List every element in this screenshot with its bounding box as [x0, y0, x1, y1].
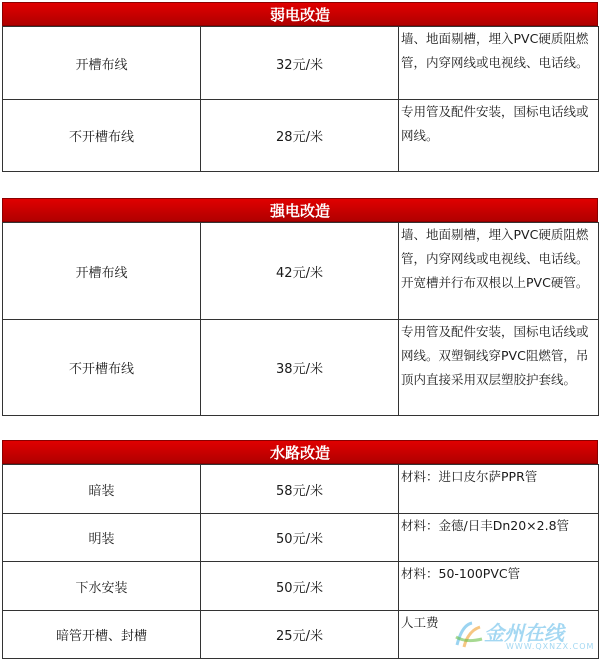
- price-cell: 50元/米: [201, 514, 399, 562]
- table-row: [3, 562, 599, 611]
- desc-cell: 墙、地面剔槽，埋入PVC硬质阻燃管，内穿网线或电视线、电话线。开宽槽并行布双根以上PVC硬管。: [399, 223, 599, 320]
- price-table: [2, 26, 599, 172]
- price-table: [2, 222, 599, 416]
- item-cell: 明装: [3, 514, 201, 562]
- item-cell: 不开槽布线: [3, 320, 201, 416]
- price-cell: 38元/米: [201, 320, 399, 416]
- item-cell: 不开槽布线: [3, 100, 201, 172]
- watermark-url: WWW.QXNZX.COM: [506, 642, 595, 651]
- price-cell: 25元/米: [201, 611, 399, 659]
- section-title: 弱电改造: [2, 2, 598, 26]
- table-row: [3, 514, 599, 562]
- section-weak-current: [2, 2, 598, 172]
- table-row: [3, 223, 599, 320]
- watermark: [444, 615, 594, 655]
- section-title: 强电改造: [2, 198, 598, 222]
- price-cell: 42元/米: [201, 223, 399, 320]
- price-cell: 32元/米: [201, 27, 399, 100]
- table-row: [3, 320, 599, 416]
- watermark-text: 金州在线: [484, 621, 564, 645]
- table-row: [3, 27, 599, 100]
- desc-cell: 专用管及配件安装，国标电话线或网线。: [399, 100, 599, 172]
- site-logo-icon: [452, 617, 486, 651]
- table-row: [3, 100, 599, 172]
- desc-cell: 材料：进口皮尔萨PPR管: [399, 465, 599, 514]
- item-cell: 下水安装: [3, 562, 201, 611]
- desc-cell: 材料：金德/日丰Dn20×2.8管: [399, 514, 599, 562]
- desc-cell: 材料：50-100PVC管: [399, 562, 599, 611]
- table-row: [3, 465, 599, 514]
- item-cell: 暗管开槽、封槽: [3, 611, 201, 659]
- desc-cell: 墙、地面剔槽，埋入PVC硬质阻燃管，内穿网线或电视线、电话线。: [399, 27, 599, 100]
- desc-cell: 专用管及配件安装，国标电话线或网线。双塑铜线穿PVC阻燃管，吊顶内直接采用双层塑胶护套线。: [399, 320, 599, 416]
- section-title: 水路改造: [2, 440, 598, 464]
- section-strong-current: [2, 198, 598, 416]
- desc-cell: 人工费: [399, 611, 599, 659]
- price-cell: 28元/米: [201, 100, 399, 172]
- item-cell: 开槽布线: [3, 27, 201, 100]
- price-cell: 50元/米: [201, 562, 399, 611]
- item-cell: 暗装: [3, 465, 201, 514]
- price-cell: 58元/米: [201, 465, 399, 514]
- item-cell: 开槽布线: [3, 223, 201, 320]
